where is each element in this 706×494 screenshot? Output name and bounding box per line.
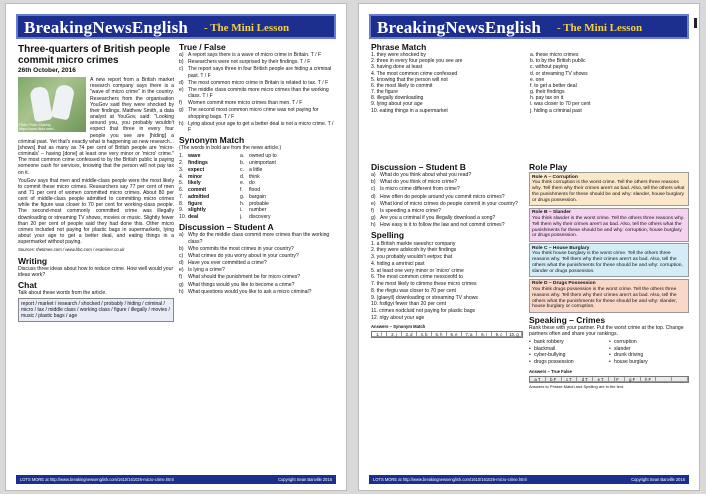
truefalse-item-text: Lying about your age to get a better deal is not a micro crime. T / F: [188, 120, 334, 133]
phrase-right-item: i. was closer to 70 per cent: [530, 101, 591, 108]
truefalse-item: [179, 66, 337, 78]
truefalse-item: [179, 80, 337, 86]
synonym-number: 1.: [179, 153, 184, 160]
phrase-left-item: 5. knowing that the person will not: [371, 76, 448, 83]
role-card: [529, 172, 689, 206]
phrase-right-item: c. without paying: [530, 64, 568, 71]
spelling-item: 10. hstlgyi fewer than 20 per cent: [371, 301, 447, 308]
discussion-b-item-key: h): [371, 222, 376, 229]
spelling-item: 8. the rfegiu was closer to 70 per cent: [371, 287, 456, 294]
synonym-word: admitted: [188, 193, 210, 200]
spelling-item: 4. hiding a amrinicl past: [371, 260, 425, 267]
phrase-left-item: 2. three in every four people you see are: [371, 58, 463, 65]
truefalse-list: [179, 52, 337, 133]
answer-cell: h F: [641, 377, 657, 382]
speaking-heading: Speaking – Crimes: [529, 314, 606, 325]
brand-title: BreakingNewsEnglish: [24, 18, 189, 37]
truefalse-item-text: The most common micro crime in Britain is related to tax. T / F: [188, 79, 329, 86]
synonym-number: 8.: [179, 200, 184, 207]
answer-cell: 6. e: [447, 332, 462, 337]
synonym-item: [179, 207, 337, 213]
spelling-list: [371, 241, 523, 321]
discussion-b-item-key: d): [371, 193, 376, 200]
discussion-b-item: [371, 201, 523, 207]
chat-words: report / market / research / shocked / probably / hiding / criminal / micro / tax / middle class / working class / figure / illegally / movies / music / plastic bags / age: [18, 298, 174, 322]
synonym-word: likely: [188, 180, 201, 187]
synonym-number: 3.: [179, 166, 184, 173]
spelling-heading: Spelling: [371, 230, 405, 241]
role-title: Role C – House Burglary: [532, 245, 590, 251]
phrase-right-item: b. to by the British public: [530, 58, 586, 65]
discussion-a-item-text: What should the punishment be for micro crimes?: [188, 274, 301, 281]
discussion-a-item-key: g): [179, 281, 184, 288]
writing-heading: Writing: [18, 255, 48, 266]
speaking-item: • corruption: [609, 339, 689, 345]
role-title: Role D – Drugs Possession: [532, 281, 596, 287]
synonym-list: [179, 153, 337, 220]
glove-shape: [51, 84, 76, 121]
discussion-b-item-text: How easy is it to follow the law and not commit crimes?: [380, 222, 505, 229]
synonym-item: [179, 160, 337, 166]
synonym-letter: f.: [240, 187, 243, 194]
truefalse-item: [179, 121, 337, 133]
truefalse-item-text: The middle class commits more micro crimes than the working class. T / F: [188, 86, 329, 100]
answer-cell: 4. b: [417, 332, 432, 337]
synonym-definition: bargain: [249, 193, 266, 200]
discussion-a-item-text: Why do the middle class commit more crimes than the working class?: [188, 232, 330, 245]
banner: [16, 14, 336, 39]
discussion-b-item-key: b): [371, 179, 376, 186]
answers-truefalse-label: Answers – True False: [529, 368, 572, 374]
article-date: 26th October, 2016: [18, 67, 76, 74]
right-column: [529, 164, 689, 390]
discussion-b-item-text: Is speeding a micro crime?: [380, 207, 441, 214]
synonym-item: [179, 201, 337, 207]
answers-synonym-grid: [371, 331, 523, 338]
answer-cell: 3. d: [402, 332, 417, 337]
left-column: [371, 164, 523, 338]
discussion-b-item: [371, 215, 523, 221]
synonym-item: [179, 214, 337, 220]
discussion-a-item-text: Have you ever committed a crime?: [188, 260, 267, 267]
truefalse-item: [179, 107, 337, 119]
speaking-intro: Rank these with your partner. Put the worst crime at the top. Change partners often and share your rankings.: [529, 324, 684, 337]
roleplay-list: [529, 172, 689, 312]
footer-link[interactable]: LOTS MORE at http://www.breakingnewsenglish.com/1610/161026-micro-crime.html: [373, 477, 527, 482]
synonym-letter: g.: [240, 193, 245, 200]
spelling-item: 2. they were adskcoh by their findings: [371, 247, 457, 254]
synonym-word: wave: [188, 153, 201, 160]
speaking-item: • house burglary: [609, 359, 689, 365]
discussion-b-item-text: What do you think about what you read?: [380, 172, 472, 179]
footer-copyright: Copyright Sean Banville 2016: [631, 477, 685, 482]
discussion-a-item-text: Is lying a crime?: [188, 267, 225, 274]
truefalse-item: [179, 100, 337, 106]
footer-copyright: Copyright Sean Banville 2016: [278, 477, 332, 482]
truefalse-item-text: A report says there is a wave of micro crime in Britain. T / F: [188, 52, 322, 59]
right-column: [179, 44, 337, 296]
discussion-b-item-key: g): [371, 215, 376, 222]
discussion-a-item: [179, 282, 337, 288]
synonym-number: 4.: [179, 173, 184, 180]
phrase-right-item: g. their findings: [530, 89, 565, 96]
answer-cell: [672, 377, 688, 382]
synonym-definition: discovery: [249, 214, 271, 221]
phrase-columns: [371, 52, 689, 114]
synonym-number: 10.: [179, 214, 187, 221]
role-title: Role A – Corruption: [532, 174, 578, 180]
spelling-item: 9. (glaeyil) downloading or streaming TV shows: [371, 294, 478, 301]
article-lead: A new report from a British market research company says there is a "wave of micro crime" in the country. Researchers from the organisation YouGov said they were shocked by their findings. Matthew Smith, a data analyst at YouGov, said: "Looking around you, you probably wouldn't expect that three in every four people you see are [hiding] a criminal past. Yet that's exactly what is happening as new research...[shows] that as many as 74 per cent of British people are 'micro-criminals' – having [done] at least one very minor or 'micro' crime." The most common crime confessed to by the British public is paying someone cash for services, knowing that the person will not pay tax on it.: [18, 77, 174, 176]
synonym-definition: think: [249, 173, 260, 180]
phrase-left-item: 7. the figure: [371, 89, 398, 96]
article-photo: [18, 77, 86, 132]
discussion-a-item-key: d): [179, 260, 184, 267]
truefalse-heading: True / False: [179, 42, 226, 52]
footer-link[interactable]: LOTS MORE at http://www.breakingnewsenglish.com/1610/161026-micro-crime.html: [20, 477, 174, 482]
discussion-b-item: [371, 222, 523, 228]
phrase-right-list: [530, 52, 689, 114]
discussion-b-list: [371, 172, 523, 228]
truefalse-item: [179, 59, 337, 65]
role-title: Role B – Slander: [532, 210, 571, 216]
synonym-word: figure: [188, 200, 203, 207]
synonym-heading: Synonym Match: [179, 135, 245, 146]
discussion-a-heading: Discussion – Student A: [179, 222, 274, 233]
discussion-a-item: [179, 274, 337, 280]
synonym-definition: owned up to: [249, 153, 277, 160]
synonym-letter: i.: [240, 207, 243, 214]
answer-cell: 8. i: [477, 332, 492, 337]
synonym-item: [179, 194, 337, 200]
discussion-a-item: [179, 260, 337, 266]
discussion-b-item-key: f): [371, 207, 375, 214]
discussion-a-item: [179, 232, 337, 244]
synonym-word: deal: [188, 214, 199, 221]
truefalse-item-key: h): [179, 120, 184, 127]
phrase-right-item: h. pay tax on it: [530, 95, 564, 102]
truefalse-item: [179, 52, 337, 58]
speaking-item: • blackmail: [529, 346, 609, 352]
banner: [369, 14, 689, 39]
phrase-right-item: f. to get a better deal: [530, 82, 577, 89]
answer-cell: e T: [593, 377, 609, 382]
synonym-number: 6.: [179, 187, 184, 194]
discussion-b-heading: Discussion – Student B: [371, 162, 466, 172]
speaking-item: • bank robbery: [529, 339, 609, 345]
brand-title: BreakingNewsEnglish: [377, 18, 542, 37]
phrase-left-item: 8. illegally downloading: [371, 95, 424, 102]
answer-cell: f F: [609, 377, 625, 382]
chat-intro: Talk about these words from the article.: [18, 290, 107, 297]
truefalse-item-text: The report says three in four British people are hiding a criminal past. T / F: [188, 66, 332, 79]
synonym-word: slightly: [188, 207, 206, 214]
discussion-a-item-text: What crimes do you worry about in your country?: [188, 252, 299, 259]
synonym-item: [179, 153, 337, 159]
banner-subtitle: - The Mini Lesson: [204, 22, 290, 34]
footer: [16, 475, 336, 484]
synonym-number: 7.: [179, 193, 184, 200]
discussion-b-item-text: Are you a criminal if you illegally download a song?: [380, 215, 496, 222]
worksheet-page-1: [5, 3, 347, 491]
discussion-b-item-text: What do you think of micro crime?: [380, 179, 458, 186]
discussion-a-list: [179, 232, 337, 294]
discussion-a-item-key: h): [179, 288, 184, 295]
photo-caption: Flickr Photo Sharing https://www.flickr.com/...: [19, 123, 57, 132]
page-edge-mark: [694, 18, 697, 28]
discussion-b-item-key: e): [371, 200, 376, 207]
article-body: YouGov says that men and middle-class people were the most likely to commit these micro crimes. Researchers say 77 per cent of men and 71 per cent of women committed micro crimes. About 80 per cent of middle-class people admitted to committing micro crimes while the figure was closer to 70 per cent for working-class people. The second-most commonly committed crime was illegally downloading or streaming TV shows, movies or music. Slightly fewer than 20 per cent of people said they had done this. Other micro crimes included not paying for plastic bags in supermarkets, lying about your age to get a better deal, and eating things in a supermarket without paying.: [18, 177, 174, 246]
answer-cell: a T: [530, 377, 546, 382]
discussion-b-item-text: Is micro crime different from crime?: [380, 186, 460, 193]
answer-cell: c T: [562, 377, 578, 382]
article-sources: Sources: thetimes.com / www.bbc.com / examiner.co.uk: [18, 247, 125, 253]
discussion-b-item: [371, 186, 523, 192]
roleplay-heading: Role Play: [529, 162, 568, 172]
role-card: [529, 243, 689, 277]
truefalse-item-key: e): [179, 86, 184, 93]
truefalse-item-key: g): [179, 107, 184, 114]
glove-shape: [29, 86, 53, 123]
spelling-item: 1. a British markte raeeshcr company: [371, 240, 456, 247]
answer-cell: d T: [577, 377, 593, 382]
answer-cell: 10. g: [507, 332, 522, 337]
synonym-letter: d.: [240, 173, 245, 180]
phrase-left-item: 9. lying about your age: [371, 101, 423, 108]
discussion-b-item-text: How often do people around you commit micro crimes?: [380, 193, 505, 200]
synonym-definition: number: [249, 207, 267, 214]
answer-cell: 2. j: [387, 332, 402, 337]
discussion-b-item: [371, 172, 523, 178]
truefalse-item-text: Researchers were not surprised by their findings. T / F: [188, 59, 311, 66]
phrase-right-item: e. one: [530, 76, 545, 83]
article-title: Three-quarters of British people commit micro crimes: [18, 44, 171, 66]
left-column: [18, 44, 174, 322]
banner-subtitle: - The Mini Lesson: [557, 22, 643, 34]
speaking-list: [529, 339, 689, 366]
truefalse-item-key: c): [179, 66, 184, 73]
synonym-letter: a.: [240, 153, 245, 160]
phrase-heading: Phrase Match: [371, 42, 427, 52]
truefalse-item-text: Women commit more micro crimes than men. T / F: [188, 100, 303, 107]
discussion-b-item-key: c): [371, 186, 376, 193]
answers-truefalse-grid: [529, 376, 689, 383]
answers-note: Answers to Phrase Match and Spelling are in the text.: [529, 383, 625, 389]
phrase-left-list: [371, 52, 530, 114]
discussion-a-item: [179, 253, 337, 259]
phrase-right-item: j. hiding a criminal past: [530, 107, 582, 114]
synonym-letter: c.: [240, 166, 244, 173]
synonym-number: 9.: [179, 207, 184, 214]
synonym-item: [179, 180, 337, 186]
discussion-a-item-key: e): [179, 267, 184, 274]
truefalse-item: [179, 87, 337, 99]
role-text: You think drugs possession is the worst crime. Tell the others three reasons why. Tell them why their crimes aren't as bad. Also, tell the others what the punishments for these should be and why: slander, house burglary or corruption.: [532, 286, 677, 310]
discussion-a-item-key: f): [179, 274, 183, 281]
discussion-a-item-text: What questions would you like to ask a micro criminal?: [188, 288, 312, 295]
synonym-definition: unimportant: [249, 160, 276, 167]
discussion-a-item-text: What things would you like to become a crime?: [188, 281, 295, 288]
discussion-b-item: [371, 208, 523, 214]
spelling-item: 7. the most likely to ctimmo these micro crimes: [371, 281, 477, 288]
phrase-right-item: d. or streaming TV shows: [530, 70, 588, 77]
discussion-a-item-key: b): [179, 245, 184, 252]
writing-text: Discuss three ideas about how to reduce crime. How well would your ideas work?: [18, 265, 174, 278]
spelling-item: 3. you probably wouldn't eetpxc that: [371, 254, 453, 261]
synonym-number: 5.: [179, 180, 184, 187]
synonym-item: [179, 187, 337, 193]
answer-cell: b F: [546, 377, 562, 382]
synonym-word: expect: [188, 166, 205, 173]
speaking-item: • drunk driving: [609, 352, 689, 358]
answer-cell: [656, 377, 672, 382]
role-card: [529, 279, 689, 313]
synonym-letter: j.: [240, 214, 243, 221]
synonym-definition: flood: [249, 187, 261, 194]
role-text: You think corruption is the worst crime. Tell the others three reasons why. Tell them why their crimes aren't as bad. Also, tell the others what the punishments for these should be and why: slander, house burglary or drugs possession.: [532, 180, 685, 203]
synonym-word: findings: [188, 160, 208, 167]
truefalse-item-key: d): [179, 79, 184, 86]
spelling-item: 11. crimes nodcluid not paying for plastic bags: [371, 308, 476, 315]
spelling-item: 5. at least one very minor or 'micro' crime: [371, 267, 464, 274]
phrase-left-item: 1. they were shocked by: [371, 52, 426, 59]
answer-cell: 9. c: [492, 332, 507, 337]
worksheet-page-2: [358, 3, 700, 491]
synonym-item: [179, 174, 337, 180]
discussion-a-item-key: a): [179, 232, 184, 239]
phrase-left-item: 10. eating things in a supermarket: [371, 107, 448, 114]
role-card: [529, 208, 689, 242]
answers-synonym-label: Answers – Synonym Match: [371, 323, 426, 329]
synonym-letter: b.: [240, 160, 245, 167]
answer-cell: 1. f: [372, 332, 387, 337]
truefalse-item-text: The second most common micro crime was not paying for shopping bags. T / F: [188, 107, 319, 120]
synonym-definition: probable: [249, 200, 269, 207]
answer-cell: 5. h: [432, 332, 447, 337]
discussion-b-item: [371, 194, 523, 200]
discussion-b-item-text: What kind of micro crimes do people commit in your country?: [380, 200, 518, 207]
discussion-a-item-text: Who commits the most crimes in your country?: [188, 245, 294, 252]
phrase-right-item: a. these micro crimes: [530, 52, 579, 59]
synonym-definition: do: [249, 180, 255, 187]
synonym-definition: a little: [249, 166, 263, 173]
phrase-left-item: 6. the most likely to commit: [371, 82, 433, 89]
discussion-a-item-key: c): [179, 252, 184, 259]
spelling-item: 6. The most common crime nessceofd to: [371, 274, 463, 281]
truefalse-item-key: f): [179, 100, 183, 107]
speaking-item: • cyber-bullying: [529, 352, 609, 358]
phrase-match-section: [371, 44, 689, 114]
speaking-item: • slander: [609, 346, 689, 352]
synonym-number: 2.: [179, 160, 184, 167]
role-text: You think house burglary is the worst crime. Tell the others three reasons why. Tell them why their crimes aren't as bad. Also, tell the others what the punishments for these should be and why: corruption, slander or drugs possession.: [532, 251, 683, 274]
discussion-b-item: [371, 179, 523, 185]
discussion-a-item: [179, 246, 337, 252]
synonym-item: [179, 167, 337, 173]
answer-cell: 7. a: [462, 332, 477, 337]
discussion-a-item: [179, 289, 337, 295]
role-text: You think slander is the worst crime. Tell the others three reasons why. Tell them why their crimes aren't as bad. Also, tell the others what the punishments for these should be and why: corruption, house burglary or drugs possession.: [532, 215, 685, 239]
discussion-a-item: [179, 267, 337, 273]
footer: [369, 475, 689, 484]
answer-cell: g F: [625, 377, 641, 382]
speaking-item: • drugs possession: [529, 359, 609, 365]
synonym-letter: e.: [240, 180, 245, 187]
chat-heading: Chat: [18, 280, 37, 290]
synonym-word: commit: [188, 187, 207, 194]
phrase-left-item: 3. having done at least: [371, 64, 423, 71]
truefalse-item-key: b): [179, 59, 184, 66]
truefalse-item-key: a): [179, 52, 184, 59]
synonym-note: (The words in bold are from the news article.): [179, 145, 282, 152]
phrase-left-item: 4. The most common crime confessed: [371, 70, 458, 77]
synonym-letter: h.: [240, 200, 245, 207]
synonym-word: minor: [188, 173, 203, 180]
spelling-item: 12. nlgy about your age: [371, 314, 425, 321]
discussion-b-item-key: a): [371, 172, 376, 179]
